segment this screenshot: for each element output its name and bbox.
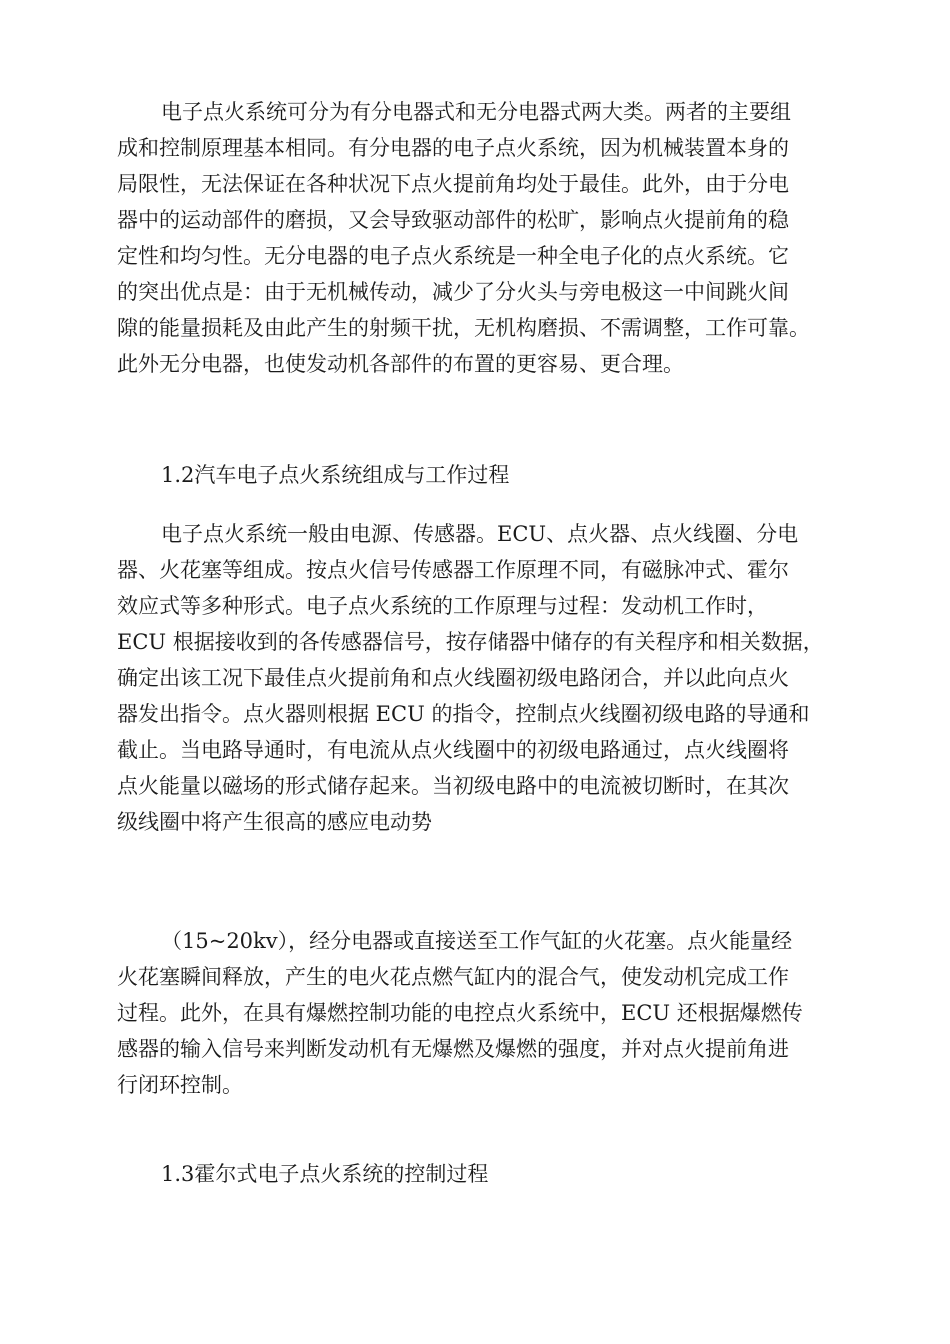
text-line: 点火能量以磁场的形式储存起来。当初级电路中的电流被切断时，在其次 (117, 774, 789, 798)
section-heading-1-3 (117, 1156, 847, 1192)
section-heading-text: 1.2汽车电子点火系统组成与工作过程 (161, 463, 510, 487)
text-line: 成和控制原理基本相同。有分电器的电子点火系统，因为机械装置本身的 (117, 136, 789, 160)
section-heading-1-2 (117, 457, 847, 493)
paragraph-system-composition (117, 516, 847, 840)
paragraph-distributor-types (117, 94, 847, 382)
text-line: 器、火花塞等组成。按点火信号传感器工作原理不同，有磁脉冲式、霍尔 (117, 558, 789, 582)
text-line: 器中的运动部件的磨损，又会导致驱动部件的松旷，影响点火提前角的稳 (117, 208, 789, 232)
text-line: 隙的能量损耗及由此产生的射频干扰，无机构磨损、不需调整，工作可靠。 (117, 316, 810, 340)
text-line: 局限性，无法保证在各种状况下点火提前角均处于最佳。此外，由于分电 (117, 172, 789, 196)
text-line: 行闭环控制。 (117, 1073, 243, 1097)
text-line: （15~20kv），经分电器或直接送至工作气缸的火花塞。点火能量经 (161, 929, 793, 953)
text-line: 电子点火系统可分为有分电器式和无分电器式两大类。两者的主要组 (161, 100, 791, 124)
section-heading-text: 1.3霍尔式电子点火系统的控制过程 (161, 1162, 489, 1186)
text-line: 级线圈中将产生很高的感应电动势 (117, 810, 432, 834)
text-line: 电子点火系统一般由电源、传感器。ECU、点火器、点火线圈、分电 (161, 522, 799, 546)
text-line: 器发出指令。点火器则根据 ECU 的指令，控制点火线圈初级电路的导通和 (117, 702, 810, 726)
text-line: 确定出该工况下最佳点火提前角和点火线圈初级电路闭合，并以此向点火 (117, 666, 789, 690)
text-line: ECU 根据接收到的各传感器信号，按存储器中储存的有关程序和相关数据， (117, 630, 824, 654)
text-line: 此外无分电器，也使发动机各部件的布置的更容易、更合理。 (117, 352, 684, 376)
text-line: 定性和均匀性。无分电器的电子点火系统是一种全电子化的点火系统。它 (117, 244, 789, 268)
paragraph-spark-release (117, 923, 847, 1103)
text-line: 效应式等多种形式。电子点火系统的工作原理与过程：发动机工作时， (117, 594, 768, 618)
text-line: 的突出优点是：由于无机械传动，减少了分火头与旁电极这一中间跳火间 (117, 280, 789, 304)
text-line: 火花塞瞬间释放，产生的电火花点燃气缸内的混合气，使发动机完成工作 (117, 965, 789, 989)
text-line: 过程。此外，在具有爆燃控制功能的电控点火系统中，ECU 还根据爆燃传 (117, 1001, 803, 1025)
text-line: 感器的输入信号来判断发动机有无爆燃及爆燃的强度，并对点火提前角进 (117, 1037, 789, 1061)
text-line: 截止。当电路导通时，有电流从点火线圈中的初级电路通过，点火线圈将 (117, 738, 789, 762)
